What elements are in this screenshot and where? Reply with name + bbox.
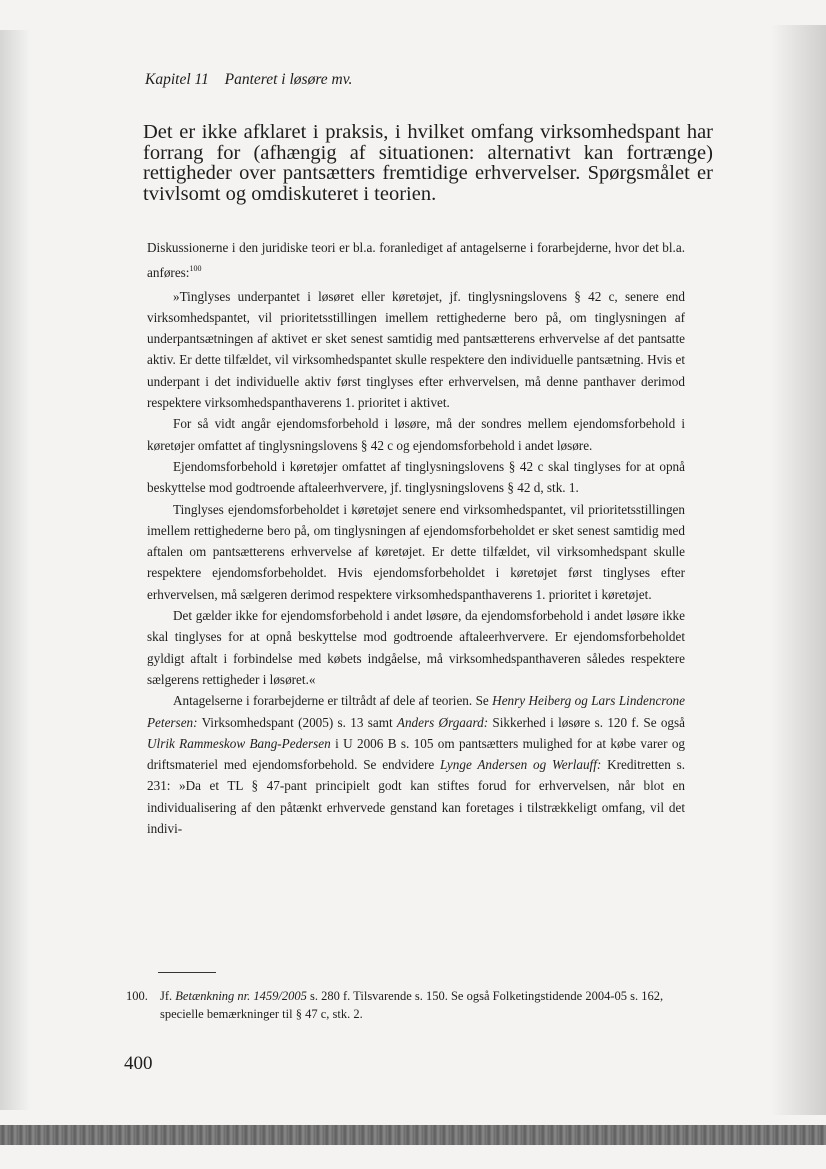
- quote-paragraph-5: Det gælder ikke for ejendomsforbehold i andet løsøre, da ejendomsforbehold i andet løsøre ikke skal tinglyses for at opnå beskyttelse mod godtroende aftaleerhververe. Er ejendomsforbeholdet gyldigt aftalt i forbindelse med købets indgåelse, må virksomhedspanthaveren således respektere sælgerens rettigheder i løsøret.«: [147, 608, 685, 687]
- author-ref: Henry Heiberg og Lars Lindencrone Petersen:: [147, 693, 685, 730]
- scan-bottom-band: [0, 1125, 826, 1145]
- footnote: [126, 987, 686, 1023]
- discussion-intro: Diskussionerne i den juridiske teori er bl.a. foranlediget af antagelserne i forarbejderne, hvor det bl.a. anføres:$^{100}$: [147, 240, 685, 281]
- footnote-ref-title: Betænkning nr. 1459/2005: [175, 989, 307, 1003]
- quote-paragraph-4: Tinglyses ejendomsforbeholdet i køretøjet senere end virksomhedspantet, vil prioritetsstillingen imellem rettighederne bero på, om tinglysningen af ejendomsforbeholdet er sket senest samtidig med aftalen om pantsætterens erhvervelse af køretøjet. Er dette tilfældet, vil virksomhedspant skulle respektere ejendomsforbeholdet. Hvis ejendomsforbeholdet i køretøjet først tinglyses efter erhvervelsen, må sælgeren derimod respektere virksomhedspanthaverens 1. prioritet i køretøjet.: [147, 501, 685, 602]
- scan-shadow-right: [771, 25, 826, 1115]
- author-ref: Anders Ørgaard:: [396, 714, 489, 730]
- quote-paragraph-1: »Tinglyses underpantet i løsøret eller køretøjet, jf. tinglysningslovens § 42 c, senere end virksomhedspantet, vil prioritetsstillingen imellem rettighederne bero på, om tinglysningen af underpantsætningen af aktivet er sket senest samtidig med pantsætterens erhvervelse af det pantsatte aktiv. Er dette tilfældet, vil virksomhedspantet skulle respektere den individuelle pantsætning. Hvis et underpant i det individuelle aktiv først tinglyses efter erhvervelsen, må denne panthaver derimod respektere virksomhedspanthaverens 1. prioritet i aktivet.: [147, 288, 685, 411]
- chapter-title: Panteret i løsøre mv.: [224, 71, 353, 88]
- author-ref: Lynge Andersen og Werlauff:: [439, 757, 602, 773]
- running-header: [145, 71, 352, 89]
- footnote-number: 100.: [126, 989, 148, 1003]
- chapter-label: Kapitel 11: [145, 71, 209, 88]
- lead-paragraph: Det er ikke afklaret i praksis, i hvilket omfang virksomhedspant har forrang for (afhængig af situationen: alternativt kan fortrænge) rettigheder over pantsætters fremtidige erhvervelser. Spørgsmålet er tvivlsomt og omdiskuteret i teorien.: [143, 121, 713, 205]
- footnote-ref: 100: [189, 264, 202, 274]
- quote-paragraph-2: For så vidt angår ejendomsforbehold i løsøre, må der sondres mellem ejendomsforbehold i køretøjer omfattet af tinglysningslovens § 42 c og ejendomsforbehold i andet løsøre.: [147, 416, 685, 453]
- footnote-separator: [158, 972, 216, 973]
- page-number: 400: [124, 1053, 153, 1074]
- discussion-block: [147, 237, 685, 839]
- scan-shadow-left: [0, 30, 30, 1110]
- author-ref: Ulrik Rammeskow Bang-Pedersen: [147, 735, 331, 751]
- closing-paragraph: Antagelserne i forarbejderne er tiltrådt af dele af teorien. Se Henry Heiberg og Lars Lindencrone Petersen: Virksomhedspant (2005) s. 13 samt Anders Ørgaard: Sikkerhed i løsøre s. 120 f. Se også Ulrik Rammeskow Bang-Pedersen i U 2006 B s. 105 om pantsætters mulighed for at købe varer og driftsmateriel med ejendomsforbehold. Se endvidere Lynge Andersen og Werlauff: Kreditretten s. 231: »Da et TL § 47-pant principielt godt kan stiftes forud for erhvervelsen, når blot en individualisering af den påtænkt erhvervede genstand kan foretages i tilstrækkeligt omfang, vil det indivi-: [147, 693, 686, 837]
- quote-paragraph-3: Ejendomsforbehold i køretøjer omfattet af tinglysningslovens § 42 c skal tinglyses for at opnå beskyttelse mod godtroende aftaleerhververe, jf. tinglysningslovens § 42 d, stk. 1.: [147, 458, 685, 496]
- footnote-text: Jf. Betænkning nr. 1459/2005 s. 280 f. Tilsvarende s. 150. Se også Folketingstidende 2004-05 s. 162, specielle bemærkninger til § 47 c, stk. 2.: [160, 989, 664, 1021]
